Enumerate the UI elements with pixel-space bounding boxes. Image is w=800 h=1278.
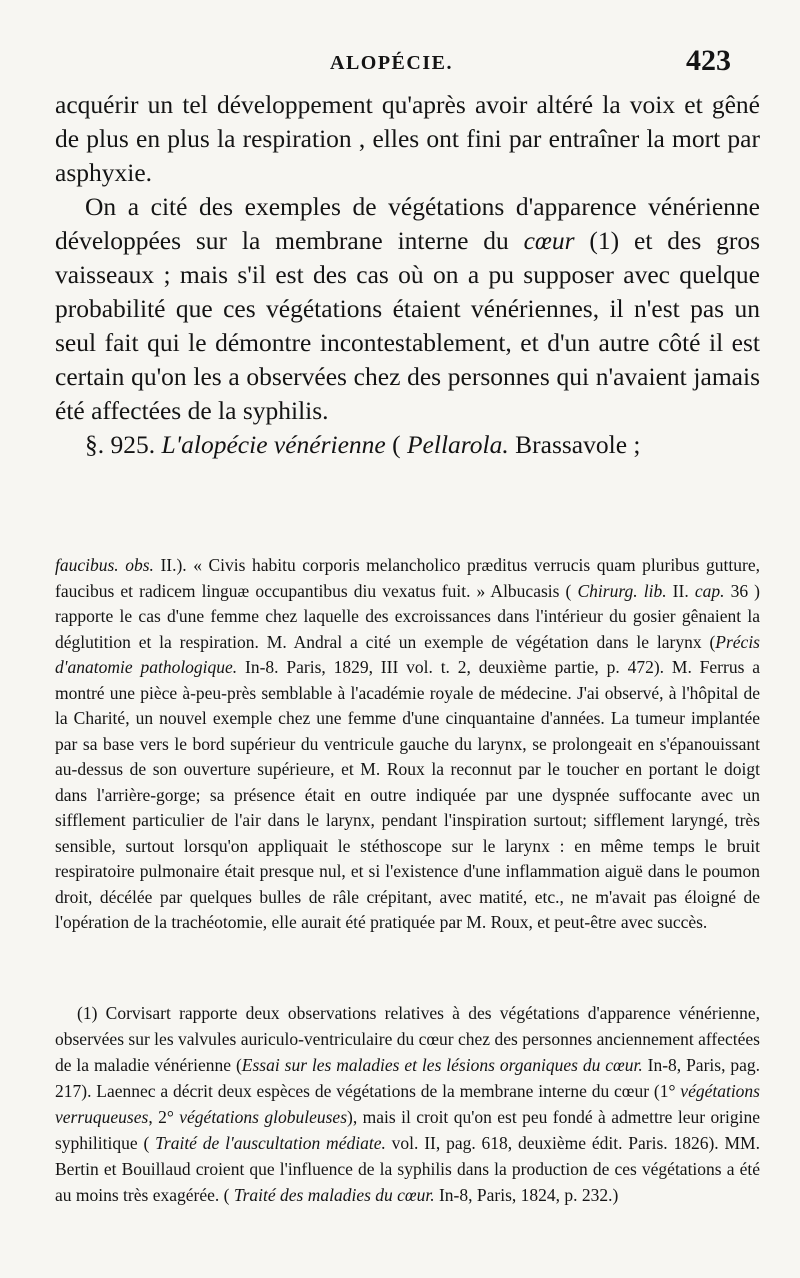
- paragraph-2-coeur: cœur: [523, 226, 575, 255]
- section-paren-open: (: [385, 430, 407, 459]
- fn-f5: , 2°: [148, 1107, 180, 1127]
- section-brassavole: Brassavole ;: [508, 430, 641, 459]
- paragraph-2: [55, 190, 760, 428]
- fn-f9: vol. II, pag. 618, deuxième édit. Paris. 1826). MM. Bertin et Bouillaud croient que l'influence de la syphilis dans la production de ces végétations a été au moins très exagérée. (: [55, 1133, 760, 1205]
- fn-f8: Traité de l'auscultation médiate.: [155, 1133, 386, 1153]
- fc-s1: faucibus. obs.: [55, 555, 154, 575]
- paragraph-2-text-b: (1) et des gros vaisseaux ; mais s'il est des cas où on a pu supposer avec quelque probabilité que ces végétations étaient vénériennes, il n'est pas un seul fait qui le démontre incontestablement, et d'un autre côté il est certain qu'on les a observées chez des personnes qui n'avaient jamais été affectées de la syphilis.: [55, 226, 760, 425]
- paragraph-2-text-a: On a cité des exemples de végétations d'apparence vénérienne développées sur la membrane interne du: [55, 192, 760, 255]
- paragraph-1: acquérir un tel développement qu'après avoir altéré la voix et gêné de plus en plus la respiration , elles ont fini par entraîner la mort par asphyxie.: [55, 90, 760, 187]
- running-title: ALOPÉCIE.: [330, 52, 453, 74]
- fc-s7: Précis d'anatomie pathologique.: [55, 631, 760, 677]
- fn-f11: In-8, Paris, 1824, p. 232.): [434, 1185, 619, 1205]
- fc-s3: Chirurg. lib.: [577, 580, 667, 601]
- fn-f6: végétations globuleuses: [179, 1107, 348, 1127]
- section-title: L'alopécie vénérienne: [161, 430, 386, 459]
- fn-f1: (1) Corvisart rapporte deux observations relatives à des végétations d'apparence vénérienne, observées sur les valvules auriculo-ventriculaire du cœur chez des personnes anciennement affectées de la maladie vénérienne (: [55, 1003, 760, 1075]
- main-text: [55, 88, 760, 462]
- footnote-1-text: [55, 1000, 760, 1208]
- section-heading: [55, 428, 760, 462]
- fn-f7: ), mais il croit qu'on est peu fondé à admettre leur origine syphilitique (: [55, 1107, 761, 1153]
- fn-f4: végétations verruqueuses: [55, 1081, 760, 1127]
- fc-s4: II.: [666, 580, 695, 601]
- footnote-continuation: [55, 553, 760, 936]
- fc-s8: In-8. Paris, 1829, III vol. t. 2, deuxième partie, p. 472). M. Ferrus a montré une pièce à-peu-près semblable à l'académie royale de médecine. J'ai observé, à l'hôpital de la Charité, un nouvel exemple chez une femme d'une cinquantaine d'années. La tumeur implantée par sa base vers le bord supérieur du ventricule gauche du larynx, se prolongeait en s'épanouissant au-dessus de son ouverture supérieure, et M. Roux la reconnut par le toucher en portant le doigt dans l'arrière-gorge; sa présence était en outre indiquée par une dyspnée suffocante avec un sifflement particulier de l'air dans le larynx, pendant l'inspiration surtout; sifflement laryngé, très sensible, surtout lorsqu'on appliquait le stéthoscope sur le larynx : en même temps le bruit respiratoire pulmonaire était presque nul, et si l'existence d'une inflammation aiguë dans le poumon droit, décélée par quelques bulles de râle crépitant, avec matité, etc., ne m'avait pas éloigné de l'opération de la trachéotomie, elle aurait été pratiquée par M. Roux, et peut-être avec succès.: [55, 657, 760, 932]
- fn-f3: In-8, Paris, pag. 217). Laennec a décrit deux espèces de végétations de la membrane interne du cœur (1°: [55, 1055, 761, 1101]
- fn-f2: Essai sur les maladies et les lésions organiques du cœur.: [241, 1055, 643, 1075]
- section-pellarola: Pellarola.: [406, 430, 509, 459]
- fc-s2: II.). « Civis habitu corporis melancholico præditus verrucis quam pluribus gutture, faucibus et radicem linguæ occupantibus diu vexatus fuit. » Albucasis (: [55, 555, 760, 601]
- fc-s5: cap.: [694, 580, 725, 601]
- footnote-1: [55, 1000, 760, 1208]
- page-header: [0, 44, 800, 84]
- page-number: 423: [686, 44, 731, 77]
- fn-f10: Traité des maladies du cœur.: [233, 1185, 435, 1205]
- fc-s6: 36 ) rapporte le cas d'une femme chez laquelle des excroissances dans l'intérieur du gosier gênaient la déglutition et la respiration. M. Andral a cité un exemple de végétation dans le larynx (: [55, 580, 760, 652]
- section-number: §. 925.: [85, 430, 162, 459]
- footnote-continuation-text: [55, 553, 760, 936]
